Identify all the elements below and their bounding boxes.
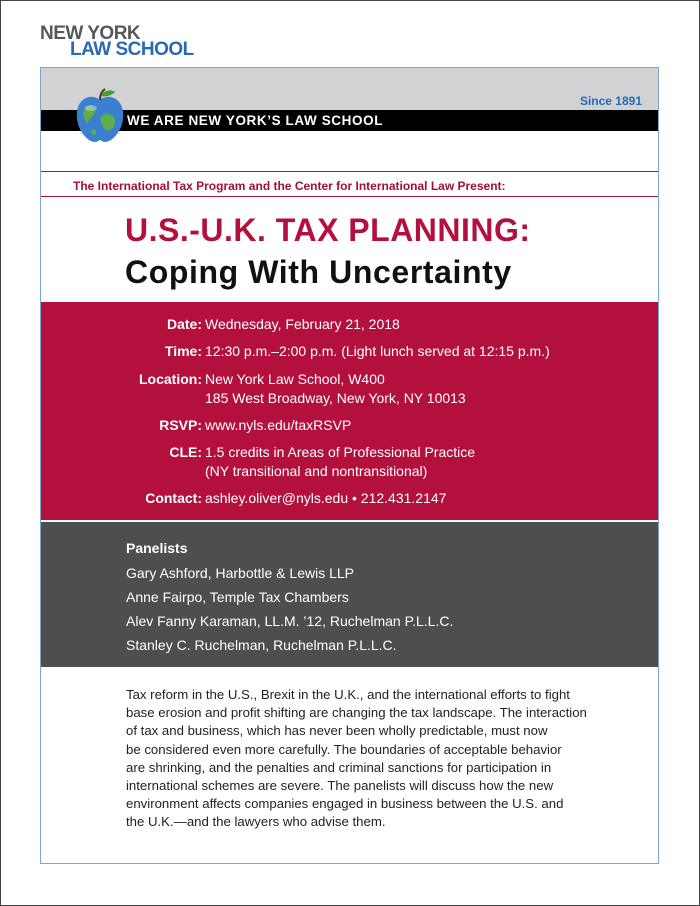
presenters-line: The International Tax Program and the Center for International Law Present: [73,179,506,193]
location-line-2: 185 West Broadway, New York, NY 10013 [205,390,466,406]
logo-line-2: LAW SCHOOL [70,39,194,60]
contact-label: Contact: [145,490,202,506]
bottom-red-rule [41,196,658,197]
panelists-heading: Panelists [126,540,188,556]
description-line: base erosion and profit shifting are changing the tax landscape. The interaction [126,705,587,721]
cle-label: CLE: [169,444,202,460]
top-red-rule [41,171,658,172]
panelists-panel [41,522,658,667]
cle-line-2: (NY transitional and nontransitional) [205,463,428,479]
event-details-panel [41,302,658,520]
panelist-item: Anne Fairpo, Temple Tax Chambers [126,589,349,605]
panelist-item: Stanley C. Ruchelman, Ruchelman P.L.L.C. [126,637,397,653]
tagline: WE ARE NEW YORK’S LAW SCHOOL [127,113,384,128]
description-line: the U.K.—and the lawyers who advise them. [126,814,386,830]
globe-apple-icon [71,86,129,146]
panelist-item: Alev Fanny Karaman, LL.M. ’12, Ruchelman P.L.L.C. [126,613,454,629]
description-line: be considered even more carefully. The boundaries of acceptable behavior [126,741,562,757]
date-value: Wednesday, February 21, 2018 [205,316,400,332]
description-line: international schemes are severe. The panelists will discuss how the new [126,778,554,794]
header-gray-band [41,68,658,110]
since-year: Since 1891 [579,94,642,108]
flyer-frame [40,67,659,864]
time-label: Time: [164,343,202,359]
event-description [126,686,646,832]
time-value: 12:30 p.m.–2:00 p.m. (Light lunch served at 12:15 p.m.) [205,343,550,359]
description-line: of tax and business, which has never been wholly predictable, must now [126,723,548,739]
location-line-1: New York Law School, W400 [205,371,385,387]
panelist-item: Gary Ashford, Harbottle & Lewis LLP [126,565,354,581]
event-subtitle: Coping With Uncertainty [125,254,512,290]
cle-line-1: 1.5 credits in Areas of Professional Practice [205,444,476,460]
logo-line-1: NEW YORK [40,23,141,44]
description-line: are shrinking, and the penalties and criminal sanctions for participation in [126,759,552,775]
description-line: Tax reform in the U.S., Brexit in the U.K., and the international efforts to fight [126,687,570,702]
location-label: Location: [139,371,202,387]
rsvp-link[interactable]: www.nyls.edu/taxRSVP [205,417,352,433]
school-logo [40,23,194,60]
event-title: U.S.-U.K. TAX PLANNING: [125,212,531,248]
date-label: Date: [166,316,202,332]
description-line: environment affects companies engaged in business between the U.S. and [126,796,564,812]
contact-value[interactable]: ashley.oliver@nyls.edu • 212.431.2147 [205,490,447,506]
rsvp-label: RSVP: [159,417,202,433]
